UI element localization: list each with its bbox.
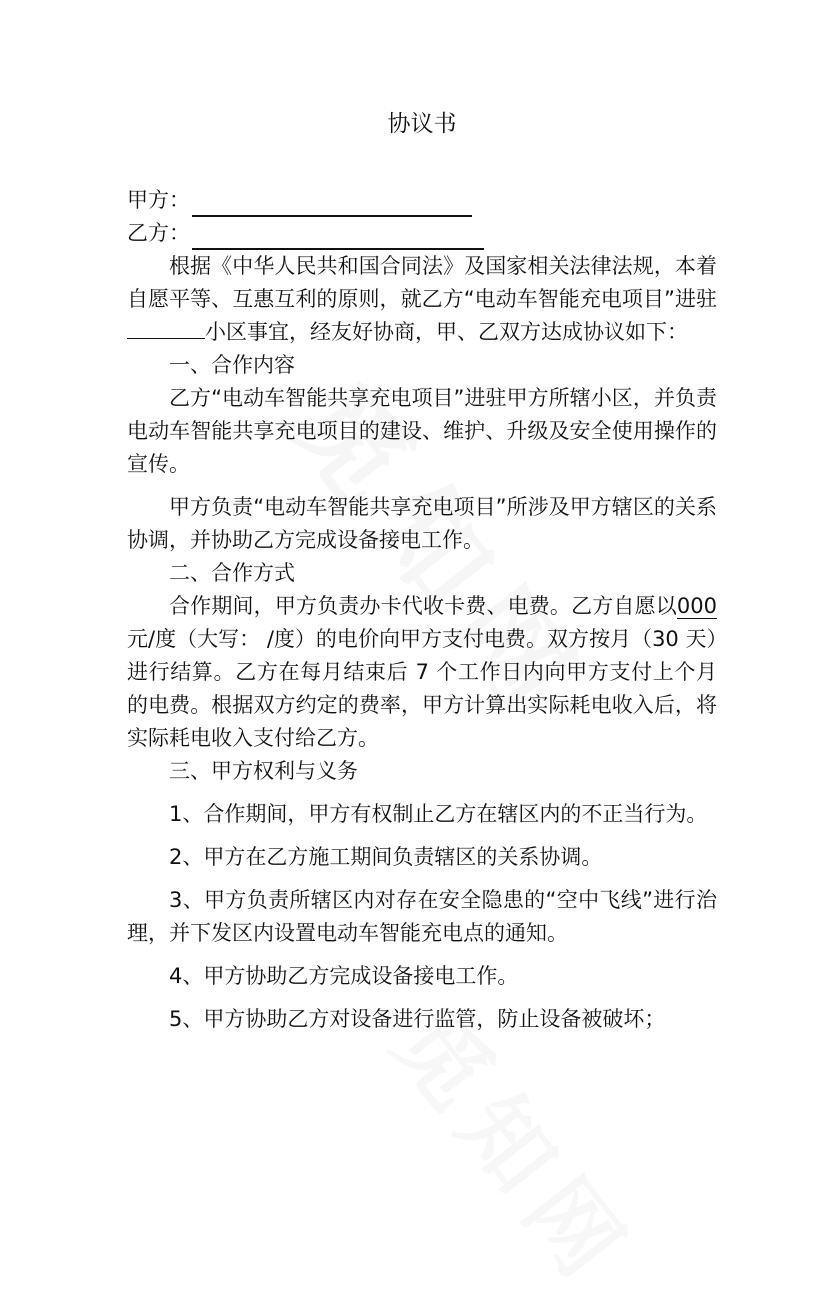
- list-item: 5、甲方协助乙方对设备进行监管，防止设备被破坏；: [169, 1007, 666, 1031]
- list-item: 3、甲方负责所辖区内对存在安全隐患的“空中飞线”进行治理，并下发区内设置电动车智能充电点的通知。: [127, 888, 717, 945]
- intro-paragraph: [127, 250, 717, 349]
- document-title: 协议书: [387, 111, 457, 137]
- community-blank[interactable]: [127, 316, 205, 339]
- party-b-label: 乙方：: [127, 221, 190, 245]
- party-b-blank[interactable]: [192, 226, 484, 250]
- price-value: 000: [676, 594, 717, 618]
- list-item: 2、甲方在乙方施工期间负责辖区的关系协调。: [169, 845, 603, 869]
- section3-heading: 三、甲方权利与义务: [169, 759, 358, 783]
- section2-text-b: 元/度（大写： /度）的电价向甲方支付电费。双方按月（30 天）进行结算。乙方在每月结束后 7 个工作日内向甲方支付上个月的电费。根据双方约定的费率，甲方计算出实际耗电收入后，将实际耗电收入支付给乙方。: [127, 627, 717, 750]
- section2-text-a: 合作期间，甲方负责办卡代收卡费、电费。乙方自愿以: [169, 594, 677, 618]
- party-b-line: [127, 217, 717, 250]
- section2-heading: 二、合作方式: [169, 561, 295, 585]
- list-item: 4、甲方协助乙方完成设备接电工作。: [169, 964, 519, 988]
- section1-paragraph-1: 乙方“电动车智能共享充电项目”进驻甲方所辖小区，并负责电动车智能共享充电项目的建设、维护、升级及安全使用操作的宣传。: [127, 386, 717, 476]
- section1-heading: 一、合作内容: [169, 353, 295, 377]
- party-a-label: 甲方：: [127, 188, 190, 212]
- intro-text-1: 根据《中华人民共和国合同法》及国家相关法律法规，本着自愿平等、互惠互利的原则，就乙方“电动车智能充电项目”进驻: [127, 254, 717, 311]
- party-a-line: [127, 184, 717, 217]
- section1-paragraph-2: 甲方负责“电动车智能共享充电项目”所涉及甲方辖区的关系协调，并协助乙方完成设备接电工作。: [127, 495, 717, 552]
- intro-text-2: 小区事宜，经友好协商，甲、乙双方达成协议如下：: [205, 320, 688, 344]
- document-body: [127, 104, 717, 1036]
- section2-paragraph-1: [127, 590, 717, 755]
- party-a-blank[interactable]: [192, 193, 472, 217]
- list-item: 1、合作期间，甲方有权制止乙方在辖区内的不正当行为。: [169, 802, 708, 826]
